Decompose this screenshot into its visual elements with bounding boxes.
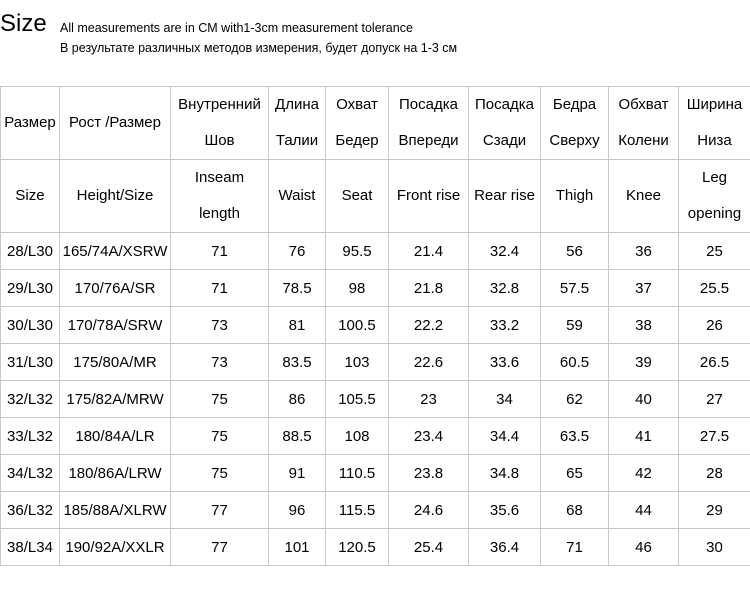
header-line: Inseam [194, 169, 245, 186]
note-english: All measurements are in CM with1-3cm measurement tolerance [60, 21, 413, 35]
cell-leg-opening: 30 [679, 529, 750, 566]
cell-knee: 38 [609, 307, 679, 344]
header-cell-leg-opening [679, 160, 750, 233]
cell-seat: 120.5 [326, 529, 389, 566]
cell-seat: 98 [326, 270, 389, 307]
header-line: Внутренний [178, 96, 261, 113]
cell-knee: 36 [609, 233, 679, 270]
header-cell-seat [326, 160, 389, 233]
header-cell-thigh [541, 160, 609, 233]
header-line: Впереди [398, 132, 459, 149]
cell-seat: 95.5 [326, 233, 389, 270]
table-row [1, 418, 750, 455]
header-line: Leg [701, 169, 728, 186]
cell-leg-opening: 28 [679, 455, 750, 492]
table-row [1, 492, 750, 529]
header-line: Ширина [686, 96, 743, 113]
measurement-notes [60, 18, 457, 58]
cell-knee: 42 [609, 455, 679, 492]
header-cell-height-size [60, 87, 171, 160]
cell-height-size: 175/82A/MRW [60, 381, 171, 418]
cell-thigh: 62 [541, 381, 609, 418]
header-line: Низа [697, 132, 732, 149]
cell-inseam: 75 [171, 418, 269, 455]
header-row-russian [1, 87, 750, 160]
cell-height-size: 185/88A/XLRW [60, 492, 171, 529]
cell-thigh: 57.5 [541, 270, 609, 307]
cell-seat: 105.5 [326, 381, 389, 418]
cell-height-size: 170/78A/SRW [60, 307, 171, 344]
cell-thigh: 56 [541, 233, 609, 270]
header-cell-waist [269, 87, 326, 160]
cell-waist: 81 [269, 307, 326, 344]
cell-inseam: 77 [171, 492, 269, 529]
cell-size: 34/L32 [1, 455, 60, 492]
cell-size: 29/L30 [1, 270, 60, 307]
cell-inseam: 75 [171, 455, 269, 492]
header-cell-thigh [541, 87, 609, 160]
header-line: Rear rise [474, 187, 535, 204]
cell-leg-opening: 27 [679, 381, 750, 418]
header-line: Длина [275, 96, 319, 113]
cell-size: 32/L32 [1, 381, 60, 418]
cell-leg-opening: 29 [679, 492, 750, 529]
cell-waist: 101 [269, 529, 326, 566]
header-line: Талии [275, 132, 319, 149]
table-row [1, 270, 750, 307]
cell-height-size: 165/74A/XSRW [60, 233, 171, 270]
cell-seat: 108 [326, 418, 389, 455]
header-line: Обхват [618, 96, 669, 113]
header-line: Waist [278, 187, 316, 204]
page-title: Size [0, 10, 47, 37]
header-line: Сверху [549, 132, 600, 149]
cell-seat: 103 [326, 344, 389, 381]
cell-leg-opening: 25.5 [679, 270, 750, 307]
table-row [1, 381, 750, 418]
cell-front-rise: 23 [389, 381, 469, 418]
header-line: Front rise [396, 187, 461, 204]
cell-front-rise: 25.4 [389, 529, 469, 566]
cell-knee: 44 [609, 492, 679, 529]
cell-thigh: 68 [541, 492, 609, 529]
cell-leg-opening: 25 [679, 233, 750, 270]
table-row [1, 455, 750, 492]
header-line: Size [15, 187, 45, 204]
cell-thigh: 59 [541, 307, 609, 344]
cell-waist: 96 [269, 492, 326, 529]
cell-height-size: 180/86A/LRW [60, 455, 171, 492]
table-row [1, 529, 750, 566]
table-row [1, 344, 750, 381]
header-line: Рост /Размер [69, 114, 161, 131]
cell-front-rise: 23.8 [389, 455, 469, 492]
header-cell-knee [609, 160, 679, 233]
table-row [1, 233, 750, 270]
cell-height-size: 180/84A/LR [60, 418, 171, 455]
cell-front-rise: 24.6 [389, 492, 469, 529]
cell-front-rise: 22.6 [389, 344, 469, 381]
cell-knee: 37 [609, 270, 679, 307]
header-line: Thigh [555, 187, 594, 204]
cell-front-rise: 21.4 [389, 233, 469, 270]
cell-rear-rise: 34.4 [469, 418, 541, 455]
header-line: opening [687, 205, 742, 222]
cell-inseam: 73 [171, 307, 269, 344]
header-cell-seat [326, 87, 389, 160]
cell-front-rise: 22.2 [389, 307, 469, 344]
header-line: length [199, 205, 240, 222]
header-line: Бедра [552, 96, 597, 113]
header-cell-front-rise [389, 160, 469, 233]
cell-knee: 46 [609, 529, 679, 566]
cell-height-size: 190/92A/XXLR [60, 529, 171, 566]
cell-inseam: 75 [171, 381, 269, 418]
header-cell-knee [609, 87, 679, 160]
cell-size: 36/L32 [1, 492, 60, 529]
header-line: Height/Size [76, 187, 154, 204]
cell-thigh: 60.5 [541, 344, 609, 381]
header-line: Бедер [335, 132, 379, 149]
cell-waist: 91 [269, 455, 326, 492]
cell-front-rise: 21.8 [389, 270, 469, 307]
cell-inseam: 73 [171, 344, 269, 381]
header-line: Размер [4, 114, 56, 131]
cell-rear-rise: 33.6 [469, 344, 541, 381]
cell-leg-opening: 27.5 [679, 418, 750, 455]
cell-rear-rise: 34.8 [469, 455, 541, 492]
header-line: Колени [618, 132, 669, 149]
cell-inseam: 77 [171, 529, 269, 566]
cell-leg-opening: 26.5 [679, 344, 750, 381]
cell-size: 31/L30 [1, 344, 60, 381]
cell-rear-rise: 33.2 [469, 307, 541, 344]
cell-size: 30/L30 [1, 307, 60, 344]
header-row-english [1, 160, 750, 233]
header-cell-height-size [60, 160, 171, 233]
cell-front-rise: 23.4 [389, 418, 469, 455]
header-line: Сзади [482, 132, 527, 149]
table-row [1, 307, 750, 344]
header-line: Посадка [399, 96, 458, 113]
header-cell-size [1, 160, 60, 233]
cell-knee: 41 [609, 418, 679, 455]
cell-seat: 110.5 [326, 455, 389, 492]
header-line: Охват [336, 96, 378, 113]
cell-height-size: 175/80A/MR [60, 344, 171, 381]
cell-thigh: 65 [541, 455, 609, 492]
header-cell-waist [269, 160, 326, 233]
cell-leg-opening: 26 [679, 307, 750, 344]
size-chart-table [0, 86, 750, 566]
cell-rear-rise: 36.4 [469, 529, 541, 566]
cell-inseam: 71 [171, 270, 269, 307]
cell-rear-rise: 35.6 [469, 492, 541, 529]
header-cell-size [1, 87, 60, 160]
cell-size: 38/L34 [1, 529, 60, 566]
cell-inseam: 71 [171, 233, 269, 270]
header-cell-inseam [171, 160, 269, 233]
cell-height-size: 170/76A/SR [60, 270, 171, 307]
cell-knee: 40 [609, 381, 679, 418]
cell-knee: 39 [609, 344, 679, 381]
header-cell-front-rise [389, 87, 469, 160]
header-line: Seat [341, 187, 373, 204]
header-line: Шов [204, 132, 235, 149]
cell-waist: 76 [269, 233, 326, 270]
cell-seat: 100.5 [326, 307, 389, 344]
cell-rear-rise: 34 [469, 381, 541, 418]
cell-waist: 78.5 [269, 270, 326, 307]
cell-thigh: 63.5 [541, 418, 609, 455]
header-line: Посадка [475, 96, 534, 113]
header-cell-rear-rise [469, 160, 541, 233]
cell-waist: 88.5 [269, 418, 326, 455]
header-cell-rear-rise [469, 87, 541, 160]
cell-rear-rise: 32.4 [469, 233, 541, 270]
cell-seat: 115.5 [326, 492, 389, 529]
cell-size: 33/L32 [1, 418, 60, 455]
cell-thigh: 71 [541, 529, 609, 566]
note-russian: В результате различных методов измерения, будет допуск на 1-3 см [60, 41, 458, 55]
header-line: Knee [625, 187, 662, 204]
header-cell-inseam [171, 87, 269, 160]
cell-size: 28/L30 [1, 233, 60, 270]
cell-waist: 86 [269, 381, 326, 418]
cell-waist: 83.5 [269, 344, 326, 381]
header-cell-leg-opening [679, 87, 750, 160]
cell-rear-rise: 32.8 [469, 270, 541, 307]
